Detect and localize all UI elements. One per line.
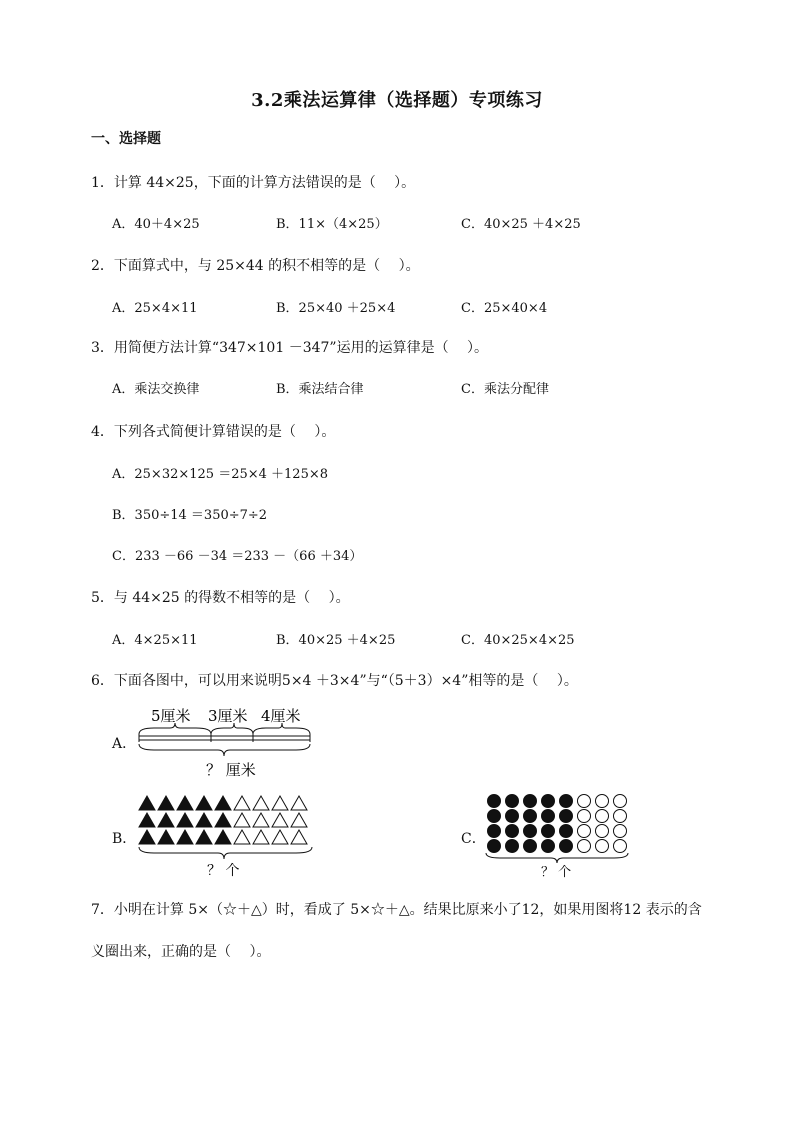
filled-circle [506, 825, 519, 838]
figure-c-circle-array [482, 792, 638, 878]
segment-label-1: 5厘米 [151, 707, 191, 725]
page-title: 3.2乘法运算律（选择题）专项练习 [251, 90, 543, 111]
segment-total-label: ？ 厘米 [206, 761, 256, 779]
question-4-option-b: B．350÷14 ＝350÷7÷2 [112, 508, 268, 523]
filled-circle [488, 840, 501, 853]
hollow-circle [614, 795, 627, 808]
filled-circle [506, 810, 519, 823]
hollow-triangle [272, 830, 288, 844]
filled-circle [542, 840, 555, 853]
hollow-triangle [291, 796, 307, 810]
question-5-option-b: B．40×25 ＋4×25 [276, 633, 396, 648]
filled-circle [560, 840, 573, 853]
hollow-circle [596, 795, 609, 808]
filled-triangle [139, 830, 155, 844]
filled-triangle [215, 796, 231, 810]
question-2-option-b: B．25×40 ＋25×4 [276, 301, 396, 316]
hollow-circle [578, 840, 591, 853]
question-5-stem: 5．与 44×25 的得数不相等的是（ ）。 [91, 590, 350, 606]
question-3-option-a: A．乘法交换律 [112, 382, 200, 397]
hollow-triangle [234, 796, 250, 810]
segment-label-2: 3厘米 [208, 707, 248, 725]
figure-c-label: C． [461, 831, 486, 847]
question-1-stem: 1．计算 44×25，下面的计算方法错误的是（ ）。 [91, 175, 416, 191]
filled-circle [524, 795, 537, 808]
figure-b-label: B． [112, 831, 137, 847]
filled-triangle [177, 796, 193, 810]
figure-a-segment-diagram [134, 703, 320, 785]
hollow-circle [614, 825, 627, 838]
filled-triangle [196, 813, 212, 827]
filled-triangle [139, 813, 155, 827]
filled-triangle [158, 813, 174, 827]
filled-circle [524, 810, 537, 823]
question-6-stem: 6．下面各图中，可以用来说明5×4 ＋3×4”与“（5＋3）×4”相等的是（ ）。 [91, 673, 578, 689]
filled-circle [542, 810, 555, 823]
hollow-triangle [272, 813, 288, 827]
hollow-circle [596, 810, 609, 823]
question-2-option-a: A．25×4×11 [112, 301, 198, 316]
question-4-stem: 4．下列各式简便计算错误的是（ ）。 [91, 424, 336, 440]
filled-circle [542, 825, 555, 838]
filled-triangle [196, 796, 212, 810]
filled-circle [560, 810, 573, 823]
question-3-option-b: B．乘法结合律 [276, 382, 364, 397]
brace-circles-total [486, 853, 628, 863]
filled-triangle [177, 813, 193, 827]
figure-b-triangle-array [134, 792, 320, 878]
filled-triangle [196, 830, 212, 844]
brace-total [139, 744, 310, 756]
section-heading: 一、选择题 [91, 131, 161, 147]
filled-circle [506, 840, 519, 853]
question-4-option-a: A．25×32×125 ＝25×4 ＋125×8 [112, 467, 329, 482]
filled-triangle [215, 813, 231, 827]
hollow-circle [578, 795, 591, 808]
filled-triangle [158, 830, 174, 844]
filled-triangle [177, 830, 193, 844]
hollow-circle [614, 840, 627, 853]
segment-label-3: 4厘米 [261, 707, 301, 725]
hollow-triangle [253, 813, 269, 827]
question-7-stem-line-2: 义圈出来，正确的是（ ）。 [91, 944, 271, 960]
question-3-option-c: C．乘法分配律 [461, 382, 549, 397]
brace-triangles-total [139, 847, 312, 859]
filled-circle [488, 825, 501, 838]
hollow-circle [596, 840, 609, 853]
filled-circle [524, 825, 537, 838]
hollow-triangle [291, 830, 307, 844]
filled-circle [488, 795, 501, 808]
filled-triangle [139, 796, 155, 810]
circles-total-label: ？ 个 [541, 865, 572, 878]
hollow-triangle [253, 830, 269, 844]
question-1-option-b: B．11×（4×25） [276, 217, 388, 232]
filled-circle [560, 825, 573, 838]
figure-a-label: A． [112, 736, 137, 752]
question-3-stem: 3．用简便方法计算“347×101 －347”运用的运算律是（ ）。 [91, 340, 489, 356]
filled-circle [524, 840, 537, 853]
hollow-triangle [253, 796, 269, 810]
question-5-option-a: A．4×25×11 [112, 633, 198, 648]
hollow-triangle [291, 813, 307, 827]
question-1-option-c: C．40×25 ＋4×25 [461, 217, 581, 232]
question-4-option-c: C．233 －66 －34 ＝233 －（66 ＋34） [112, 549, 363, 564]
hollow-circle [596, 825, 609, 838]
filled-circle [542, 795, 555, 808]
hollow-circle [614, 810, 627, 823]
question-1-option-a: A．40＋4×25 [112, 217, 200, 232]
hollow-triangle [234, 813, 250, 827]
triangles-total-label: ？ 个 [207, 863, 240, 878]
hollow-circle [578, 825, 591, 838]
brace-5cm [139, 723, 211, 734]
filled-circle [488, 810, 501, 823]
hollow-triangle [234, 830, 250, 844]
question-2-option-c: C．25×40×4 [461, 301, 548, 316]
hollow-triangle [272, 796, 288, 810]
hollow-circle [578, 810, 591, 823]
filled-circle [506, 795, 519, 808]
question-2-stem: 2．下面算式中，与 25×44 的积不相等的是（ ）。 [91, 258, 420, 274]
question-5-option-c: C．40×25×4×25 [461, 633, 575, 648]
question-7-stem-line-1: 7．小明在计算 5×（☆＋△）时，看成了 5×☆＋△。结果比原来小了12，如果用图将12 表示的含 [91, 902, 702, 918]
filled-circle [560, 795, 573, 808]
filled-triangle [158, 796, 174, 810]
filled-triangle [215, 830, 231, 844]
